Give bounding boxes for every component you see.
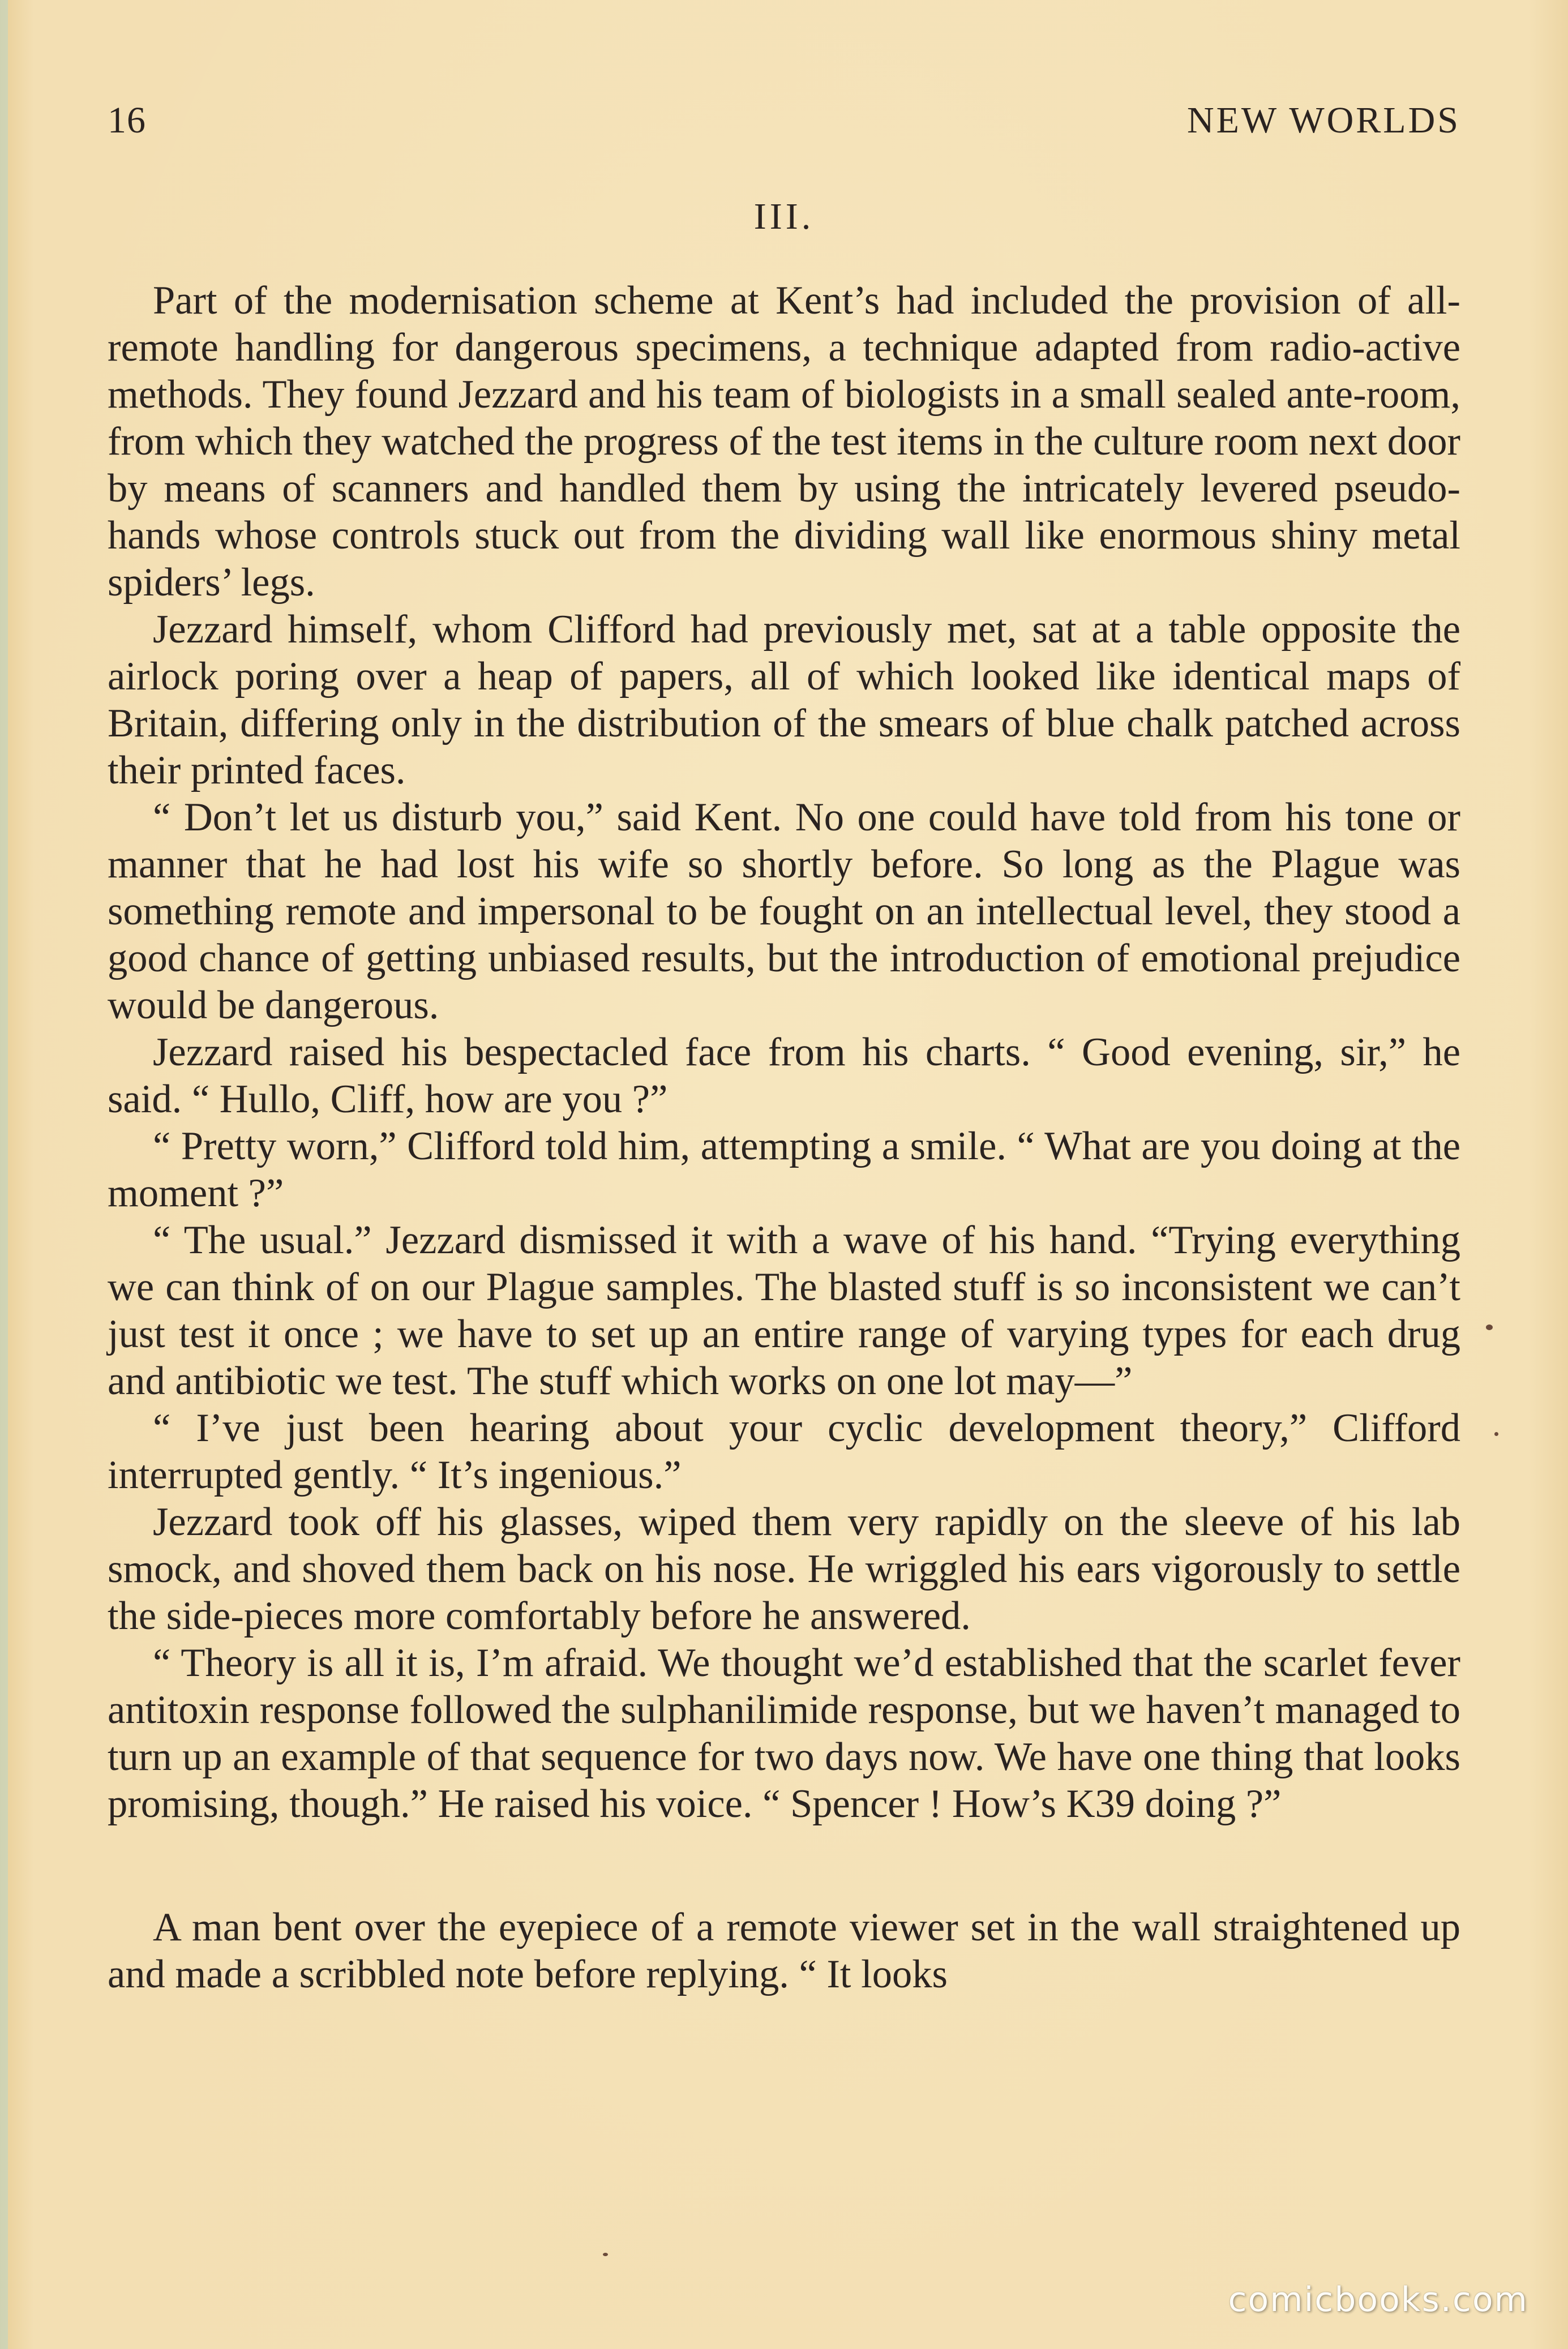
paragraph: “ I’ve just been hearing about your cyclic development theory,” Clifford interrupted gently. “ It’s ingenious.” [108, 1406, 1460, 1497]
paragraph: “ The usual.” Jezzard dismissed it with a wave of his hand. “Trying everything we can think of on our Plague samples. The blasted stuff is so inconsistent we can’t just test it once ; we have to set up an entire range of varying types for each drug and antibiotic we test. The stuff which works on one lot may—” [108, 1218, 1460, 1403]
paragraph: Jezzard himself, whom Clifford had previously met, sat at a table opposite the airlock poring over a heap of papers, all of which looked like identical maps of Britain, differing only in the distribution of the smears of blue chalk patched across their printed faces. [108, 607, 1460, 792]
paragraph: “ Pretty worn,” Clifford told him, attempting a smile. “ What are you doing at the moment ?” [108, 1124, 1460, 1215]
page-edge-stripe [0, 0, 8, 2349]
running-head [108, 99, 1460, 150]
section-number: III. [753, 196, 815, 237]
paper-speck [603, 2253, 608, 2256]
page-number: 16 [108, 100, 146, 141]
paragraph: “ Don’t let us disturb you,” said Kent. No one could have told from his tone or manner that he had lost his wife so shortly before. So long as the Plague was something remote and impersonal to be fought on an intellectual level, they stood a good chance of getting unbiased results, but the introduction of emotional prejudice would be dangerous. [108, 795, 1460, 1027]
paper-speck [1486, 1324, 1493, 1330]
body-text [108, 277, 1460, 1998]
paragraph: Part of the modernisation scheme at Kent’s had included the provision of all-remote handling for dangerous specimens, a technique adapted from radio-active methods. They found Jezzard and his team of biologists in a small sealed ante-room, from which they watched the progress of the test items in the culture room next door by means of scanners and handled them by using the intricately levered pseudo-hands whose controls stuck out from the dividing wall like enormous shiny metal spiders’ legs. [108, 278, 1460, 605]
paper-speck [1494, 1432, 1498, 1436]
paragraph: A man bent over the eyepiece of a remote viewer set in the wall straightened up and made a scribbled note before replying. “ It looks [108, 1905, 1460, 1996]
journal-title: NEW WORLDS [1186, 100, 1460, 141]
watermark: comicbooks.com [1228, 2280, 1528, 2320]
paragraph: “ Theory is all it is, I’m afraid. We thought we’d established that the scarlet fever antitoxin response followed the sulphanilimide response, but we haven’t managed to turn up an example of that sequence for two days now. We have one thing that looks promising, though.” He raised his voice. “ Spencer ! How’s K39 doing ?” [108, 1641, 1460, 1826]
paragraph: Jezzard took off his glasses, wiped them very rapidly on the sleeve of his lab smock, and shoved them back on his nose. He wriggled his ears vigorously to settle the side-pieces more comfortably before he answered. [108, 1500, 1460, 1638]
paragraph: Jezzard raised his bespectacled face from his charts. “ Good evening, sir,” he said. “ Hullo, Cliff, how are you ?” [108, 1030, 1460, 1121]
